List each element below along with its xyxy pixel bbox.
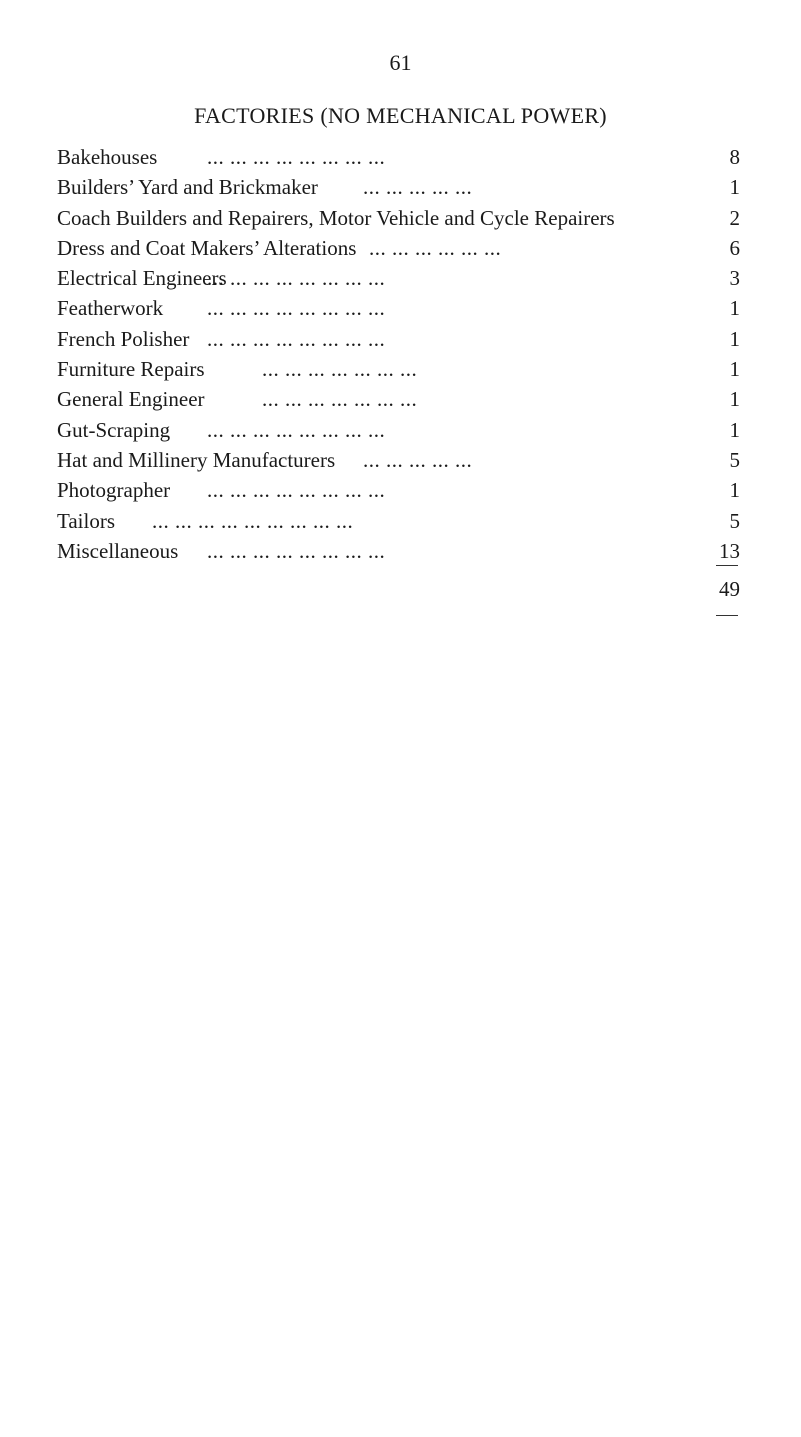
list-item (57, 172, 740, 202)
row-label: Builders’ Yard and Brickmaker (57, 175, 318, 200)
row-label: Tailors (57, 508, 116, 533)
total-count: 49 (719, 577, 740, 601)
row-count: 5 (729, 447, 740, 472)
row-count: 8 (729, 145, 740, 169)
dot-leader: ... ... ... ... ... ... ... ... (207, 266, 386, 291)
dot-leader: ... ... ... ... ... ... ... (262, 387, 418, 412)
list-item (57, 203, 740, 233)
list-item (57, 324, 740, 354)
row-label: Miscellaneous (57, 538, 179, 563)
list-item (57, 475, 740, 505)
row-count: 6 (729, 235, 740, 260)
row-label: Hat and Millinery Manufacturers (57, 447, 336, 472)
page-number: 61 (389, 50, 412, 75)
dot-leader: ... ... ... ... ... ... (369, 235, 502, 260)
list-item (57, 415, 740, 445)
list-item (57, 536, 740, 566)
row-label: Featherwork (57, 296, 164, 321)
list-item (57, 384, 740, 414)
list-item (57, 263, 740, 293)
total-rule-top (716, 565, 738, 566)
total-rule-bottom (716, 615, 738, 616)
row-label: Photographer (57, 478, 171, 503)
row-count: 1 (729, 417, 740, 442)
dot-leader: ... ... ... ... ... ... ... (262, 357, 418, 382)
dot-leader: ... ... ... ... ... ... ... ... (207, 326, 386, 351)
row-count: 1 (729, 175, 740, 200)
row-label: General Engineer (57, 387, 205, 412)
list-item (57, 506, 740, 536)
dot-leader: ... ... ... ... ... (363, 175, 473, 200)
row-label: French Polisher (57, 326, 190, 351)
dot-leader: ... ... ... ... ... ... ... ... (207, 538, 386, 563)
list-item (57, 293, 740, 323)
page-title: FACTORIES (NO MECHANICAL POWER) (194, 103, 607, 128)
dot-leader: ... ... ... ... ... ... ... ... ... (152, 508, 354, 533)
dot-leader: ... ... ... ... ... ... ... ... (207, 417, 386, 442)
row-count: 1 (729, 357, 740, 382)
list-item (57, 142, 740, 172)
dot-leader: ... ... ... ... ... (363, 447, 473, 472)
row-count: 13 (719, 538, 740, 563)
row-count: 5 (729, 508, 740, 533)
list-item (57, 233, 740, 263)
list-item (57, 445, 740, 475)
row-label: Furniture Repairs (57, 357, 205, 382)
row-label: Dress and Coat Makers’ Alterations (57, 235, 357, 260)
row-label: Electrical Engineers (57, 266, 227, 291)
dot-leader: ... ... ... ... ... ... ... ... (207, 145, 386, 169)
dot-leader: ... ... ... ... ... ... ... ... (207, 478, 386, 503)
factory-list (57, 142, 740, 566)
list-item (57, 354, 740, 384)
row-label: Gut-Scraping (57, 417, 171, 442)
row-count: 1 (729, 296, 740, 321)
row-count: 1 (729, 478, 740, 503)
row-label: Bakehouses (57, 145, 158, 169)
row-count: 1 (729, 326, 740, 351)
row-label: Coach Builders and Repairers, Motor Vehicle and Cycle Repairers (57, 205, 615, 230)
row-count: 2 (729, 205, 740, 230)
row-count: 1 (729, 387, 740, 412)
row-count: 3 (729, 266, 740, 291)
dot-leader: ... ... ... ... ... ... ... ... (207, 296, 386, 321)
